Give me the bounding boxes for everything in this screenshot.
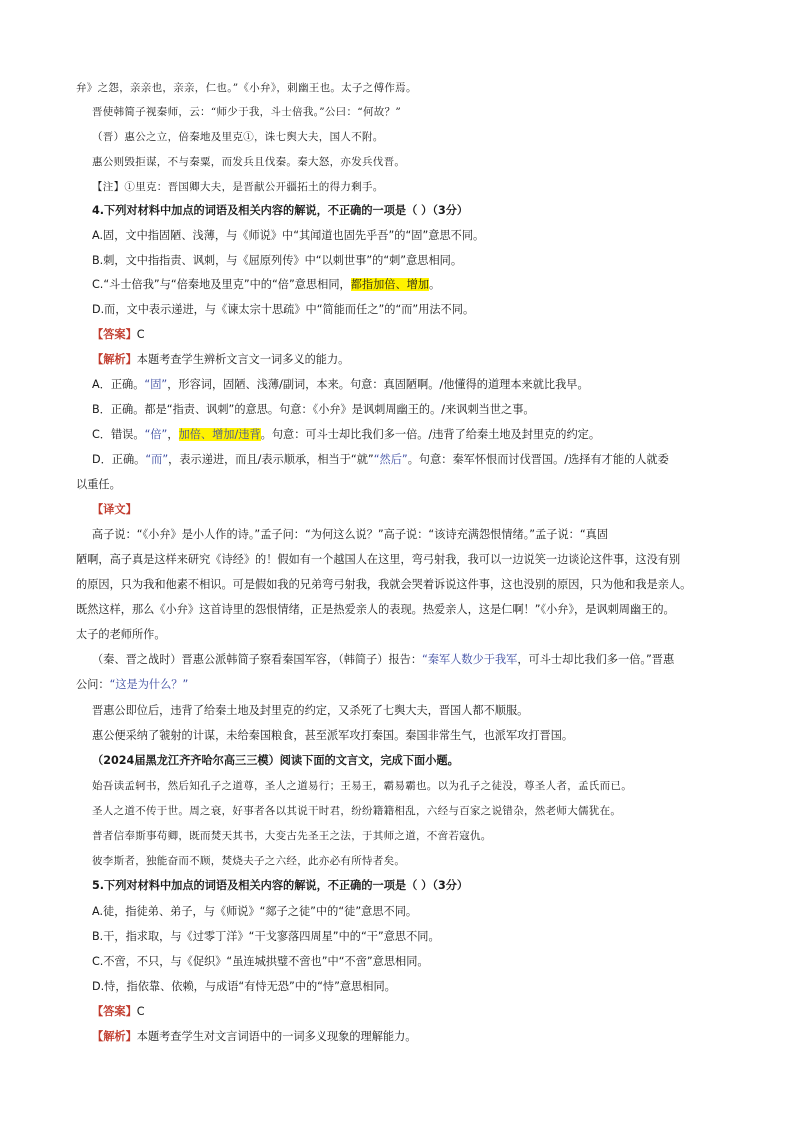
passage-line: 弁》之怨，亲亲也，亲亲，仁也。”《小弁》，刺幽王也。太子之傅作焉。 xyxy=(76,82,417,94)
translation-line: 陋啊，高子真是这样来研究《诗经》的！假如有一个越国人在这里，弯弓射我，我可以一边说笑一边谈论这件事，这没有别 xyxy=(76,553,681,566)
highlight: 加倍、增加/违背 xyxy=(178,428,261,441)
translation-line: 的原因，只为我和他素不相识。可是假如我的兄弟弯弓射我，我就会哭着诉说这件事，这也没别的原因，只为他和我是亲人。 xyxy=(76,578,692,591)
q4-explain-d-cont: 以重任。 xyxy=(76,478,121,491)
highlight: 都指加倍、增加 xyxy=(350,278,430,291)
q4-explain-d: D．正确。“而”，表示递进，而且/表示顺承，相当于“就”“然后”。句意：秦军怀恨而讨伐晋国。/选择有才能的人就委 xyxy=(92,453,669,466)
q5-option-a: A.徒，指徒弟、弟子，与《师说》“郯子之徒”中的“徒”意思不同。 xyxy=(92,905,418,918)
q4-answer: 【答案】C xyxy=(92,328,145,341)
q4-explain-b: B．正确。都是“指责、讽刺”的意思。句意：《小弁》是讽刺周幽王的。/来讽刺当世之事。 xyxy=(92,403,535,416)
q5-option-d: D.恃，指依靠、依赖，与成语“有恃无恐”中的“恃”意思相同。 xyxy=(92,980,396,993)
q4-option-c: C.“斗士倍我”与“倍秦地及里克”中的“倍”意思相同，都指加倍、增加。 xyxy=(92,278,441,291)
q4-explain-a: A．正确。“固”，形容词，固陋、浅薄/副词，本来。句意：真固陋啊。/他懂得的道理本来就比我早。 xyxy=(92,378,589,391)
translation-line: 晋惠公即位后，违背了给秦土地及封里克的约定，又杀死了七舆大夫，晋国人都不顺服。 xyxy=(92,704,529,717)
q5-option-c: C.不啻，不只，与《促织》“虽连城拱璧不啻也”中“不啻”意思相同。 xyxy=(92,955,429,968)
q5-option-b: B.干，指求取，与《过零丁洋》“干戈寥落四周星”中的“干”意思不同。 xyxy=(92,930,440,943)
passage-line: 彼李斯者，独能奋而不顾，焚烧夫子之六经，此亦必有所恃者矣。 xyxy=(92,855,406,867)
question-5-stem: 5.下列对材料中加点的词语及相关内容的解说，不正确的一项是（ ）（3分） xyxy=(92,879,469,892)
passage-line: （晋）惠公之立，倍秦地及里克①，诛七舆大夫，国人不附。 xyxy=(92,131,384,143)
question-4-stem: 4.下列对材料中加点的词语及相关内容的解说，不正确的一项是（ ）（3分） xyxy=(92,204,469,217)
translation-line: （秦、晋之战时）晋惠公派韩简子察看秦国军容，（韩简子）报告：“秦军人数少于我军，可斗士却比我们多一倍。”晋惠 xyxy=(92,653,675,666)
q4-explain-c: C．错误。“倍”，加倍、增加/违背。句意：可斗士却比我们多一倍。/违背了给秦土地及封里克的约定。 xyxy=(92,428,601,441)
passage-note: 【注】①里克：晋国卿大夫，是晋献公开疆拓土的得力剩手。 xyxy=(92,181,384,193)
q4-option-b: B.刺，文中指指责、讽刺，与《屈原列传》中“以刺世事”的“刺”意思相同。 xyxy=(92,254,463,267)
translation-line: 高子说：“《小弁》是小人作的诗。”孟子问：“为何这么说？”高子说：“该诗充满怨恨情绪。”孟子说：“真固 xyxy=(92,528,609,541)
q4-option-d: D.而，文中表示递进，与《谏太宗十思疏》中“简能而任之”的“而”用法不同。 xyxy=(92,303,475,316)
passage-line: 普者信奉斯事苟卿，既而焚天其书，大变古先圣王之法，于其师之道，不啻若寇仇。 xyxy=(92,830,492,842)
translation-line: 公问：“这是为什么？” xyxy=(76,678,189,691)
q5-answer: 【答案】C xyxy=(92,1005,145,1018)
q5-analysis: 【解析】本题考查学生对文言词语中的一词多义现象的理解能力。 xyxy=(92,1030,417,1043)
passage-line: 始吾读孟轲书，然后知孔子之道尊，圣人之道易行；王易王，霸易霸也。以为孔子之徒没，尊圣人者，孟氏而已。 xyxy=(92,780,632,792)
translation-line: 惠公便采纳了虢射的计谋，未给秦国粮食，甚至派军攻打秦国。秦国非常生气，也派军攻打晋国。 xyxy=(92,729,574,742)
passage-line: 圣人之道不传于世。周之衰，好事者各以其说干时君，纷纷籍籍相乱，六经与百家之说错杂，然老师大儒犹在。 xyxy=(92,805,622,817)
translation-line: 既然这样，那么《小弁》这首诗里的怨恨情绪，正是热爱亲人的表现。热爱亲人，这是仁啊！”《小弁》，是讽刺周幽王的。 xyxy=(76,603,675,616)
section-heading: （2024届黑龙江齐齐哈尔高三三模）阅读下面的文言文，完成下面小题。 xyxy=(92,754,459,767)
passage-line: 惠公则毁拒谋，不与秦粟，而发兵且伐秦。秦大怒，亦发兵伐晋。 xyxy=(92,156,406,168)
translation-tag: 【译文】 xyxy=(92,503,137,516)
q4-analysis: 【解析】本题考查学生辨析文言文一词多义的能力。 xyxy=(92,353,350,366)
translation-line: 太子的老师所作。 xyxy=(76,628,166,641)
q4-option-a: A.固，文中指固陋、浅薄，与《师说》中“其闻道也固先乎吾”的“固”意思不同。 xyxy=(92,229,485,242)
passage-line: 晋使韩简子视秦师，云：“师少于我，斗士倍我。”公曰：“何故？” xyxy=(92,106,402,118)
